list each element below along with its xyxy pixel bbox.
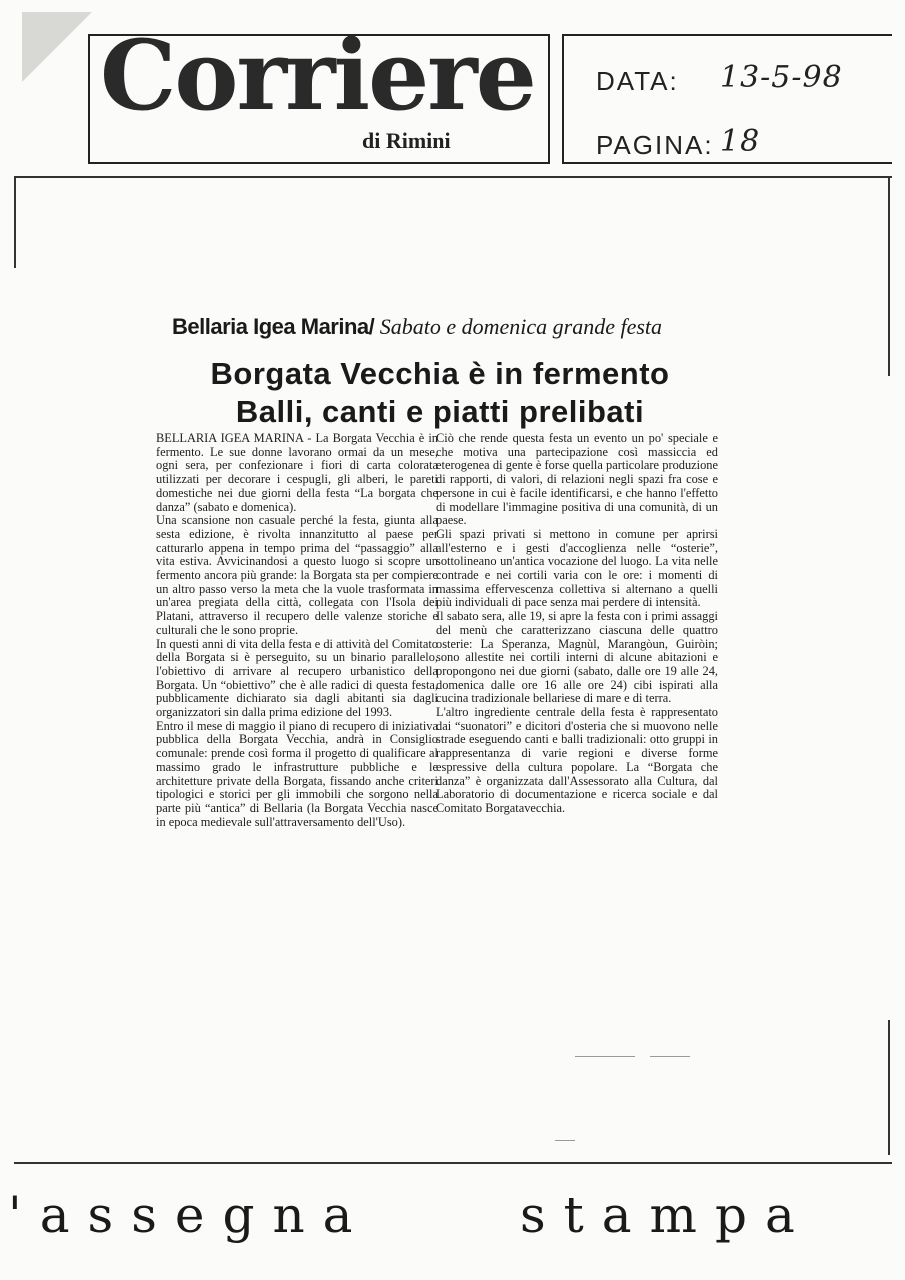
frame-right-rule-lower bbox=[888, 1020, 890, 1155]
headline-secondary: Balli, canti e piatti prelibati bbox=[235, 394, 645, 429]
date-label: DATA: bbox=[596, 66, 679, 96]
paragraph: L'altro ingrediente centrale della festa è rappresentato dai “suonatori” e dicitori d'osteria che si muovono nelle strade eseguendo canti e balli tradizionali: otto gruppi in rappresentanza di varie regioni e diverse forme espressive della cultura popolare. La “Borgata che danza” è organizzata dall'Assessorato alla Cultura, dal Laboratorio di documentazione e ricerca sociale e dal Comitato Borgatavecchia. bbox=[436, 705, 718, 815]
frame-left-rule bbox=[14, 176, 16, 268]
scan-speck bbox=[555, 1140, 575, 1141]
frame-top-rule bbox=[14, 176, 892, 178]
scan-speck bbox=[650, 1056, 690, 1057]
folded-corner bbox=[22, 12, 92, 82]
paragraph: Ciò che rende questa festa un evento un po' speciale e che motiva una partecipazione così massiccia ed eterogenea di gente è forse quella particolare produzione di rapporti, di valori, di relazioni negli spazi fra cose e persone in cui è facile identificarsi, e che hanno l'effetto di modellare l'immagine positiva di una comunità, di un paese. bbox=[436, 431, 718, 528]
article-column-left bbox=[156, 432, 438, 829]
footer-word-left: 'assegna bbox=[8, 1186, 371, 1244]
footer-word-right: stampa bbox=[520, 1186, 813, 1244]
paragraph: In questi anni di vita della festa e di attività del Comitato della Borgata si è perseguito, su un binario parallelo, l'obiettivo di arrivare al recupero urbanistico della Borgata. Un “obiettivo” che è alle radici di questa festa, pubblicamente dichiarato sia dagli abitanti sia dagli organizzatori sin dalla prima edizione del 1993. bbox=[156, 636, 438, 720]
meta-box bbox=[562, 34, 892, 164]
paragraph: Gli spazi privati si mettono in comune per aprirsi all'esterno e i gesti d'accoglienza nelle “osterie”, sottolineano un'antica vocazione del luogo. La vita nelle contrade e nei cortili varia con le ore: i momenti di massima effervescenza collettiva si alternano a quelli più individuali di pace senza mai perdere di intensità. bbox=[436, 526, 718, 610]
page-label: PAGINA: bbox=[596, 130, 714, 160]
scan-speck bbox=[575, 1056, 635, 1057]
headline-primary: Borgata Vecchia è in fermento bbox=[210, 356, 670, 391]
page-value: 18 bbox=[720, 124, 761, 159]
article-column-right bbox=[436, 432, 718, 816]
paragraph: Il sabato sera, alle 19, si apre la festa con i primi assaggi del menù che caratterizzano ciascuna delle quattro osterie: La Speranza, Magnùl, Marangòun, Guiròin; sono allestite nei cortili interni di alcune abitazioni e propongono nei due giorni (sabato, dalle ore 19 alle 24, domenica dalle ore 16 alle ore 24) cibi ispirati alla cucina tradizionale bellariese di mare e di terra. bbox=[436, 609, 718, 706]
newspaper-sublogo: di Rimini bbox=[362, 128, 451, 153]
kicker-subtitle: Sabato e domenica grande festa bbox=[379, 314, 663, 339]
masthead-box bbox=[88, 19, 550, 164]
paragraph: Una scansione non casuale perché la festa, giunta alla sesta edizione, è rivolta innanzitutto al paese per catturarlo appena in tempo prima del “passaggio” alla vita estiva. Avvicinandosi a questo luogo si scopre un fermento ancora più grande: la Borgata sta per compiere un altro passo verso la meta che la vuole trasformata in un'area pregiata della città, collegata con l'Isola dei Platani, attraverso il recupero delle valenze storiche e culturali che le sono proprie. bbox=[156, 513, 438, 637]
frame-bottom-rule bbox=[14, 1162, 892, 1164]
paragraph: Entro il mese di maggio il piano di recupero di iniziativa pubblica della Borgata Vecchia, andrà in Consiglio comunale: prende così forma il progetto di qualificare al massimo grado le infrastrutture pubbliche e le architetture private della Borgata, fissando anche criteri tipologici e storici per gli immobili che sorgono nella parte più “antica” di Bellaria (la Borgata Vecchia nasce in epoca medievale sull'attraversamento dell'Uso). bbox=[156, 718, 438, 829]
paragraph: BELLARIA IGEA MARINA - La Borgata Vecchia è in fermento. Le sue donne lavorano ormai da un mese, ogni sera, per confezionare i fiori di carta colorata utilizzati per decorare i cespugli, gli alberi, le pareti domestiche nei due giorni della festa “La borgata che danza” (sabato e domenica). bbox=[156, 431, 438, 514]
newspaper-logo: Corriere bbox=[100, 19, 535, 132]
page-row bbox=[596, 124, 761, 161]
kicker-place: Bellaria Igea Marina/ bbox=[172, 314, 375, 339]
article-kicker bbox=[172, 314, 732, 340]
frame-right-rule bbox=[888, 176, 890, 376]
date-value: 13-5-98 bbox=[720, 60, 843, 95]
date-row bbox=[596, 60, 843, 97]
